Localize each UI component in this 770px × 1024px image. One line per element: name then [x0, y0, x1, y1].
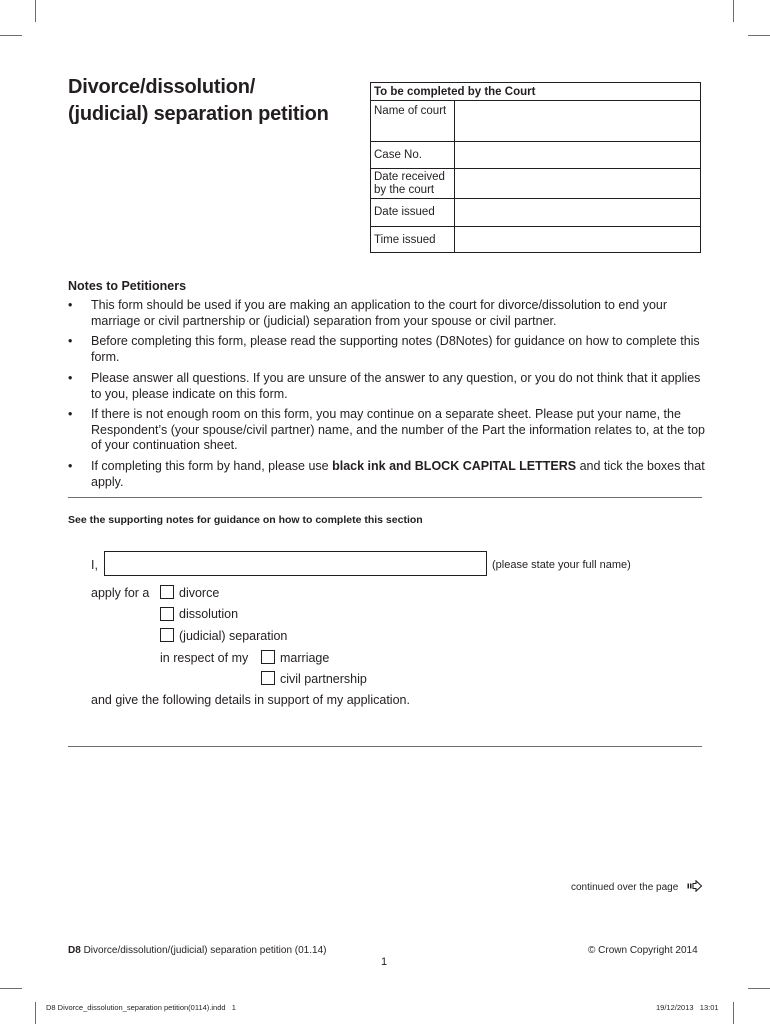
- apply-for-label: apply for a: [91, 586, 150, 600]
- note-text-bold: black ink and BLOCK CAPITAL LETTERS: [332, 459, 577, 473]
- separation-label: (judicial) separation: [179, 629, 288, 643]
- marriage-label: marriage: [280, 651, 330, 665]
- note-text: Before completing this form, please read the supporting notes (D8Notes) for guidance on how to complete this form.: [91, 334, 700, 364]
- court-row-date-received: [371, 168, 700, 198]
- crop-mark: [748, 988, 770, 989]
- marriage-checkbox[interactable]: [261, 650, 275, 664]
- crop-mark: [35, 1002, 36, 1024]
- dissolution-checkbox[interactable]: [160, 607, 174, 621]
- court-label-date-received-line1: Date received: [374, 171, 445, 183]
- court-box-heading: To be completed by the Court: [374, 86, 536, 98]
- divorce-label: divorce: [179, 586, 220, 600]
- in-respect-label: in respect of my: [160, 651, 249, 665]
- civil-partnership-label: civil partnership: [280, 672, 367, 686]
- court-label-case-no: Case No.: [374, 149, 422, 161]
- dissolution-label: dissolution: [179, 607, 239, 621]
- court-label-name: Name of court: [374, 105, 447, 117]
- bullet: •: [68, 459, 73, 473]
- crop-mark: [733, 0, 734, 22]
- note-text-before: If completing this form by hand, please use: [91, 459, 333, 473]
- crop-mark: [0, 988, 22, 989]
- name-hint: (please state your full name): [492, 559, 631, 571]
- civil-partnership-checkbox[interactable]: [261, 671, 275, 685]
- crop-mark: [733, 1002, 734, 1024]
- closing-statement: and give the following details in support of my application.: [91, 693, 410, 707]
- crop-mark: [0, 35, 22, 36]
- court-label-time-issued: Time issued: [374, 234, 436, 246]
- form-title-line1: Divorce/dissolution/: [68, 76, 256, 98]
- guidance-note: See the supporting notes for guidance on how to complete this section: [68, 514, 423, 526]
- case-no-field[interactable]: [454, 142, 700, 168]
- note-text-after: and tick the boxes that apply.: [91, 459, 705, 489]
- form-description: Divorce/dissolution/(judicial) separation petition (01.14): [80, 945, 327, 956]
- notes-heading: Notes to Petitioners: [68, 279, 187, 293]
- bullet: •: [68, 334, 73, 348]
- court-row-case-no: [371, 141, 700, 168]
- copyright: © Crown Copyright 2014: [588, 945, 698, 956]
- note-text: This form should be used if you are making an application to the court for divorce/dissolution to end your marriage or civil partnership or (judicial) separation from your spouse or civil partner.: [91, 298, 668, 328]
- continued-note: continued over the page: [571, 882, 679, 893]
- court-label-date-received: [374, 171, 445, 197]
- i-label: I,: [91, 558, 98, 572]
- form-code: D8: [68, 945, 81, 956]
- court-name-field[interactable]: [454, 101, 700, 141]
- print-date-slug: 19/12/2013 13:01: [656, 1003, 719, 1012]
- bullet: •: [68, 371, 73, 385]
- court-label-date-issued: Date issued: [374, 206, 435, 218]
- note-text: If there is not enough room on this form, you may continue on a separate sheet. Please put your name, the Respondent’s (your spouse/civil partner) name, and the number of the Part the information relates to, at the top of your continuation sheet.: [91, 407, 706, 452]
- section-end-divider: [68, 746, 702, 747]
- separation-checkbox[interactable]: [160, 628, 174, 642]
- court-label-date-received-line2: by the court: [374, 184, 435, 196]
- court-row-name: [371, 100, 700, 141]
- page-number: 1: [381, 956, 388, 968]
- bullet: •: [68, 407, 73, 421]
- court-use-box: [370, 82, 701, 253]
- bullet: •: [68, 298, 73, 312]
- date-received-field[interactable]: [454, 169, 700, 198]
- court-row-time-issued: [371, 226, 700, 253]
- arrow-right-icon: [687, 880, 703, 892]
- crop-mark: [35, 0, 36, 22]
- form-title: [68, 74, 368, 128]
- form-title-line2: (judicial) separation petition: [68, 103, 329, 125]
- court-row-date-issued: [371, 198, 700, 226]
- note-text: [91, 459, 708, 490]
- divorce-checkbox[interactable]: [160, 585, 174, 599]
- form-reference: [68, 943, 326, 958]
- note-text: Please answer all questions. If you are unsure of the answer to any question, or you do not think that it applies to you, please indicate on this form.: [91, 371, 701, 401]
- print-file-slug: D8 Divorce_dissolution_separation petition(0114).indd 1: [46, 1003, 236, 1012]
- section-divider: [68, 497, 702, 498]
- date-issued-field[interactable]: [454, 199, 700, 226]
- full-name-input[interactable]: [104, 551, 487, 576]
- time-issued-field[interactable]: [454, 227, 700, 253]
- crop-mark: [748, 35, 770, 36]
